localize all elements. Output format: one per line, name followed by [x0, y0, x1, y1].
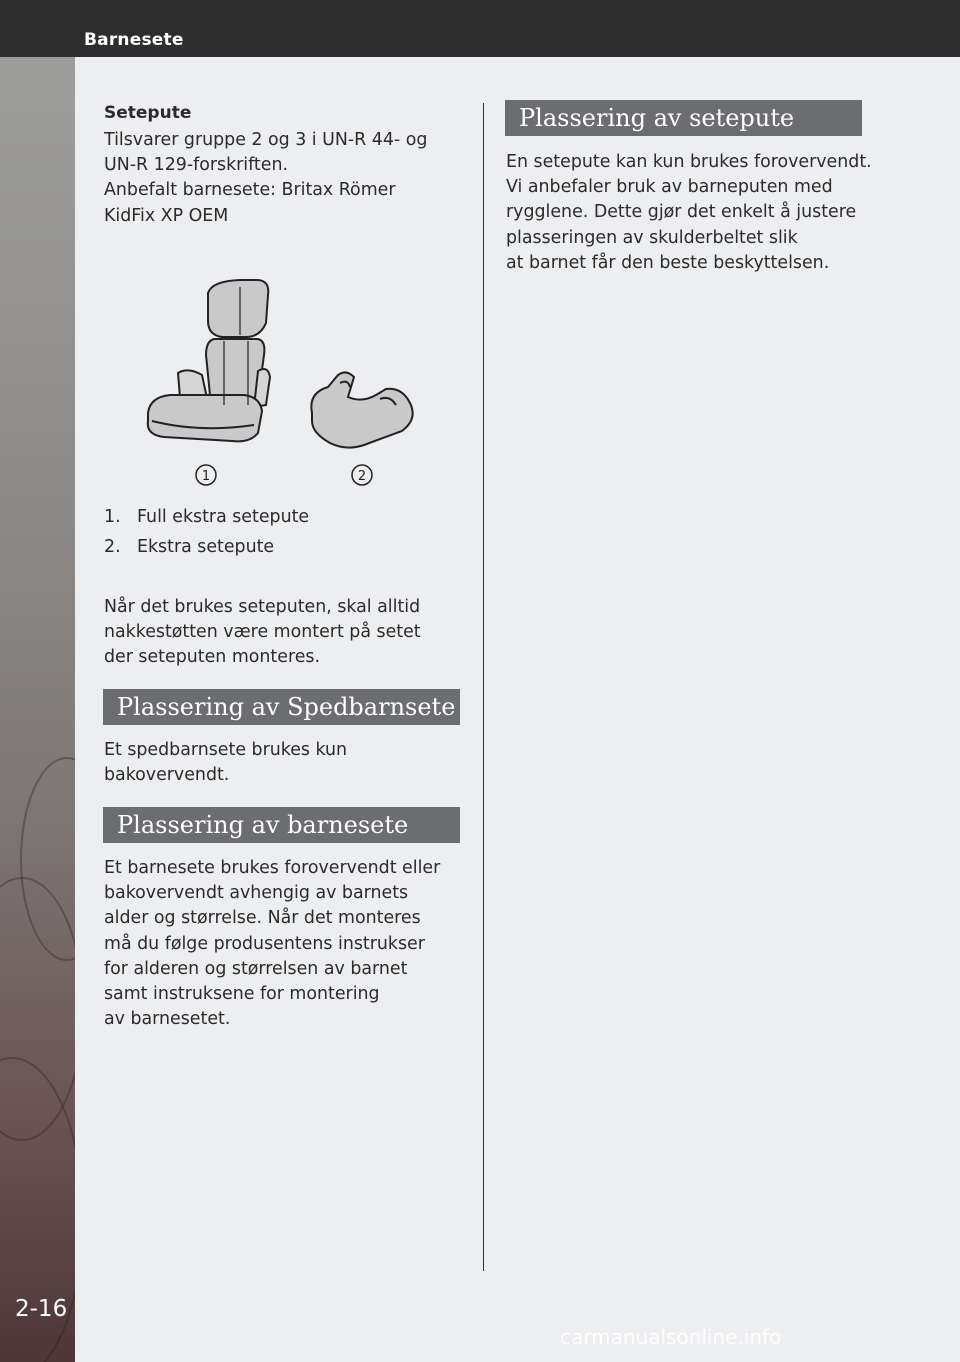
header-bar — [0, 0, 960, 57]
intro-line: Tilsvarer gruppe 2 og 3 i UN-R 44- og — [104, 130, 428, 150]
column-divider — [483, 103, 484, 1271]
intro-line: Anbefalt barnesete: Britax Römer — [104, 180, 396, 201]
section-heading-child-seat: Plassering av barnesete — [103, 807, 460, 843]
booster-paragraph: En setepute kan kun brukes forovervendt. Vi anbefaler bruk av barneputen med rygglene. Dette gjør det enkelt å justere plasseringen av skulderbeltet slik at barnet får den beste beskyttelsen. — [506, 152, 872, 273]
figure-label-2: 2 — [357, 469, 367, 484]
section-heading-booster: Plassering av setepute — [505, 100, 862, 136]
chapter-title: Barnesete — [84, 30, 184, 50]
page-number: 2-16 — [15, 1296, 68, 1322]
full-booster-seat-drawing — [148, 280, 270, 441]
intro-line: KidFix XP OEM — [104, 205, 229, 226]
note-paragraph: Når det brukes seteputen, skal alltid nakkestøtten være montert på setet der seteputen monteres. — [104, 597, 421, 668]
site-watermark: carmanualsonline.info — [560, 1325, 782, 1349]
subheading-setepute: Setepute — [104, 103, 192, 123]
intro-line: UN-R 129-forskriften. — [104, 155, 289, 176]
list-item: 1. Full ekstra setepute — [104, 507, 310, 527]
child-seat-paragraph: Et barnesete brukes forovervendt eller bakovervendt avhengig av barnets alder og størrelse. Når det monteres må du følge produsentens instrukser for alderen og størrelsen av barnet samt instruksene for montering av barnesetet. — [104, 858, 441, 1030]
list-item: 2. Ekstra setepute — [104, 537, 275, 557]
booster-seats-illustration — [140, 275, 430, 495]
booster-cushion-drawing — [311, 372, 412, 447]
figure-label-1: 1 — [201, 469, 211, 484]
infant-seat-paragraph: Et spedbarnsete brukes kun bakovervendt. — [104, 740, 348, 786]
section-heading-infant-seat: Plassering av Spedbarnsete — [103, 689, 460, 725]
intro-paragraph — [104, 128, 427, 229]
figure-callout-2 — [352, 465, 372, 485]
figure-legend-list — [104, 502, 309, 562]
figure-callout-1 — [196, 465, 216, 485]
decorative-seat-photo-strip — [0, 57, 75, 1362]
